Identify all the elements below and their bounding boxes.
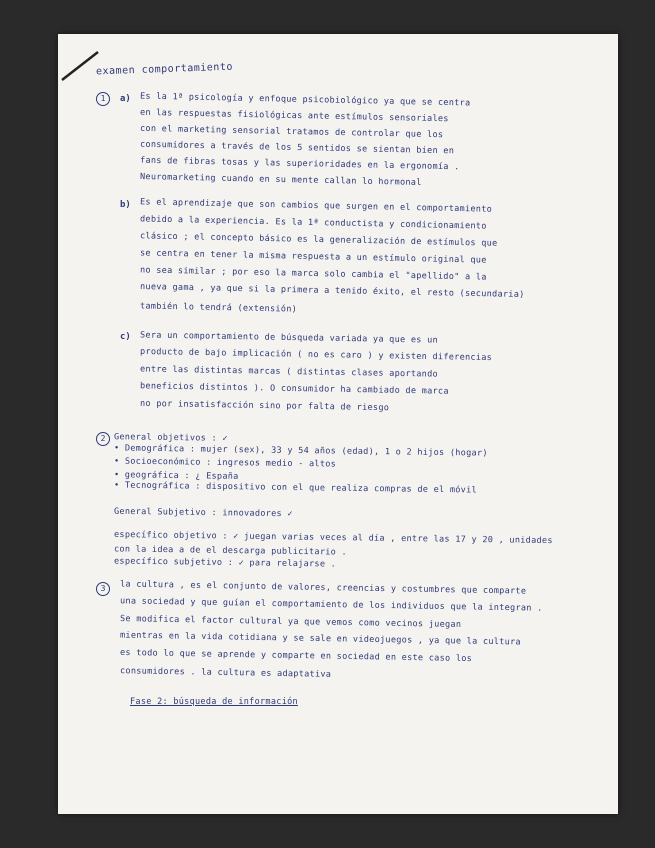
q1c-line: beneficios distintos ). O consumidor ha cambiado de marca: [139, 381, 449, 397]
q1b-line: también lo tendrá (extensión): [139, 301, 298, 315]
q3-line: la cultura , es el conjunto de valores, creencias y costumbres que comparte: [119, 579, 527, 597]
q1-a-label: a): [120, 94, 131, 104]
q1a-line: con el marketing sensorial tratamos de controlar que los: [139, 123, 444, 141]
q2-line: • Demográfica : mujer (sex), 33 y 54 años (edad), 1 o 2 hijos (hogar): [113, 442, 488, 459]
q2-line: • Tecnográfica : dispositivo con el que realiza compras de el móvil: [113, 480, 478, 496]
q1c-line: Sera un comportamiento de búsqueda variada ya que es un: [139, 330, 439, 346]
exam-title: examen comportamiento: [95, 61, 234, 78]
q1a-line: consumidores a través de los 5 sentidos se sientan bien en: [139, 139, 455, 157]
footer-text: Fase 2: búsqueda de información: [130, 697, 298, 707]
q1c-line: producto de bajo implicación ( no es caro ) y existen diferencias: [139, 346, 493, 364]
q1b-line: nueva gama , ya que si la primera a tenido éxito, el resto (secundaria): [139, 281, 525, 301]
q1b-line: Es el aprendizaje que son cambios que surgen en el comportamiento: [139, 197, 493, 215]
q2-line: General objetivos : ✓: [113, 432, 228, 444]
q1b-line: debido a la experiencia. Es la 1ª conductista y condicionamiento: [139, 214, 487, 232]
question-1-number: 1: [96, 92, 110, 106]
q2-line: específico subjetivo : ✓ para relajarse .: [113, 556, 337, 570]
q1c-line: no por insatisfacción sino por falta de riesgo: [139, 398, 390, 414]
q2-line: General Subjetivo : innovadores ✓: [113, 506, 293, 520]
q3-line: Se modifica el factor cultural ya que vemos como vecinos juegan: [119, 614, 462, 630]
pen-stroke: [58, 34, 118, 94]
q3-line: mientras en la vida cotidiana y se sale en videojuegos , ya que la cultura: [119, 630, 521, 648]
q3-line: consumidores . la cultura es adaptativa: [119, 666, 332, 680]
question-2-number: 2: [96, 432, 110, 446]
q2-line: • Socioeconómico : ingresos medio - altos: [113, 456, 337, 470]
question-3-number: 3: [96, 582, 110, 596]
q1a-line: fans de fibras tosas y las superioridades en la ergonomía .: [139, 155, 460, 173]
q1c-line: entre las distintas marcas ( distintas clases aportando: [139, 364, 439, 380]
q2-line: • geográfica : ¿ España: [113, 469, 239, 482]
q1-c-label: c): [120, 332, 131, 342]
q1b-line: no sea similar ; por eso la marca solo cambia el "apellido" a la: [139, 265, 487, 283]
q1a-line: en las respuestas fisiológicas ante estímulos sensoriales: [139, 107, 449, 125]
paper-sheet: [58, 34, 618, 814]
q1a-line: Neuromarketing cuando en su mente callan lo hormonal: [139, 172, 422, 188]
q2-line: específico objetivo : ✓ juegan varias veces al día , entre las 17 y 20 , unidades: [113, 529, 553, 547]
q1-b-label: b): [120, 200, 131, 210]
q3-line: una sociedad y que guían el comportamiento de los individuos que la integran .: [119, 596, 543, 614]
q1b-line: clásico ; el concepto básico es la generalización de estímulos que: [139, 231, 498, 249]
q3-line: es todo lo que se aprende y comparte en sociedad en este caso los: [119, 647, 473, 665]
q1b-line: se centra en tener la misma respuesta a un estímulo original que: [139, 248, 487, 266]
q2-line: con la idea a de el descarga publicitario .: [113, 543, 348, 558]
q1a-line: Es la 1ª psicología y enfoque psicobiológico ya que se centra: [139, 91, 471, 109]
